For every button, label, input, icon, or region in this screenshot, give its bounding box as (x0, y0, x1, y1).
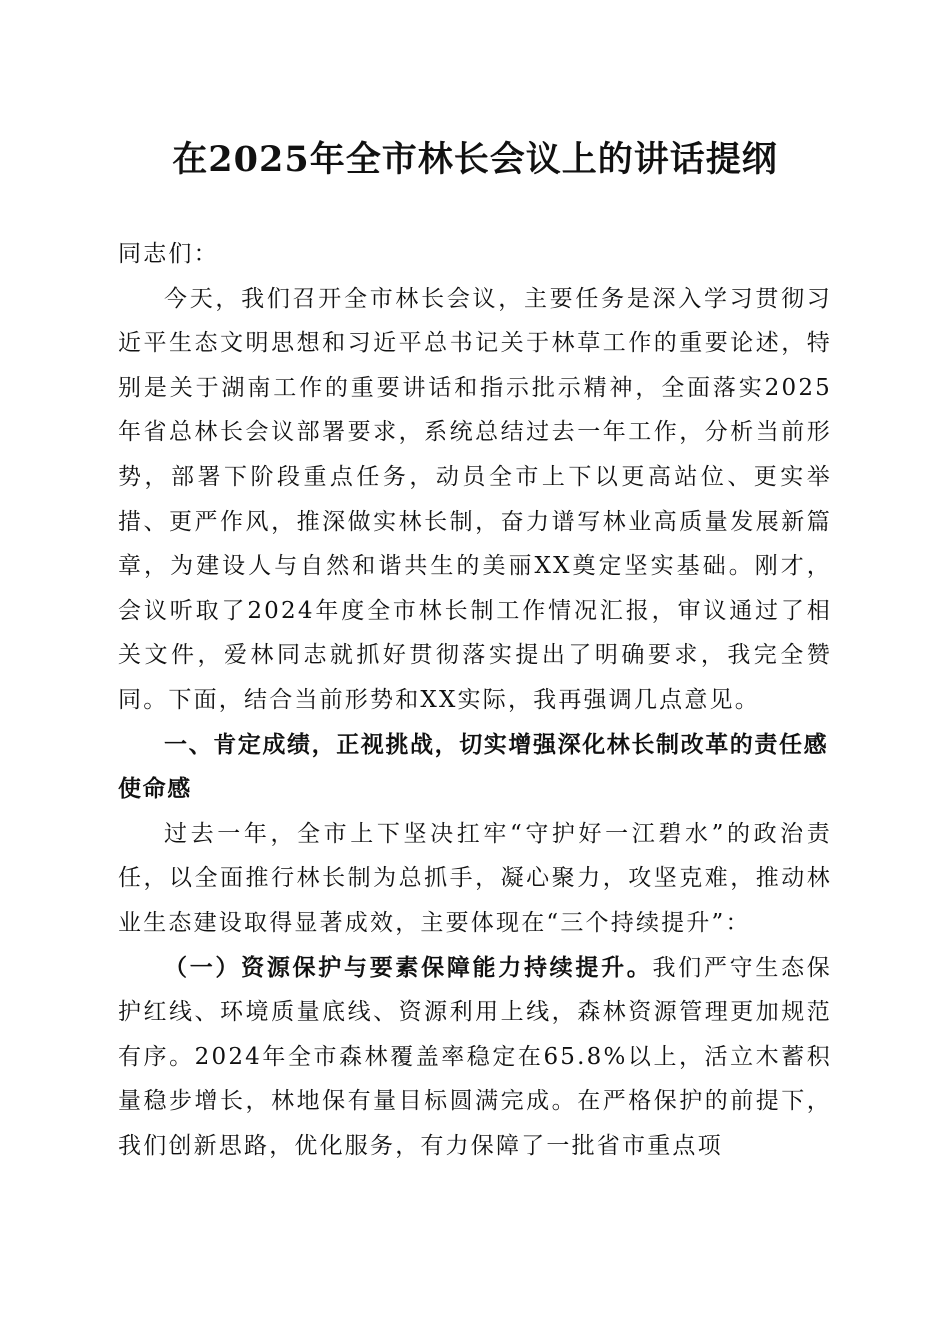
subsection-1-text: 我们严守生态保护红线、环境质量底线、资源利用上线，森林资源管理更加规范有序。2024年全市森林覆盖率稳定在65.8%以上，活立木蓄积量稳步增长，林地保有量目标圆满完成。在严格保护的前提下，我们创新思路，优化服务，有力保障了一批省市重点项 (118, 954, 832, 1159)
salutation: 同志们： (118, 241, 219, 267)
document-body (118, 232, 832, 1168)
section-1-intro-paragraph: 过去一年，全市上下坚决扛牢“守护好一江碧水”的政治责任，以全面推行林长制为总抓手，凝心聚力，攻坚克难，推动林业生态建设取得显著成效，主要体现在“三个持续提升”： (118, 820, 832, 936)
subsection-1-paragraph (118, 946, 832, 1169)
document-title: 在2025年全市林长会议上的讲话提纲 (172, 139, 778, 180)
subsection-1-lead: （一）资源保护与要素保障能力持续提升。 (164, 953, 653, 981)
section-heading-1: 一、肯定成绩，正视挑战，切实增强深化林长制改革的责任感使命感 (118, 731, 829, 803)
opening-paragraph: 今天，我们召开全市林长会议，主要任务是深入学习贯彻习近平生态文明思想和习近平总书记关于林草工作的重要论述，特别是关于湖南工作的重要讲话和指示批示精神，全面落实2025年省总林长会议部署要求，系统总结过去一年工作，分析当前形势，部署下阶段重点任务，动员全市上下以更高站位、更实举措、更严作风，推深做实林长制，奋力谱写林业高质量发展新篇章，为建设人与自然和谐共生的美丽XX奠定坚实基础。刚才，会议听取了2024年度全市林长制工作情况汇报，审议通过了相关文件，爱林同志就抓好贯彻落实提出了明确要求，我完全赞同。下面，结合当前形势和XX实际，我再强调几点意见。 (118, 285, 832, 713)
